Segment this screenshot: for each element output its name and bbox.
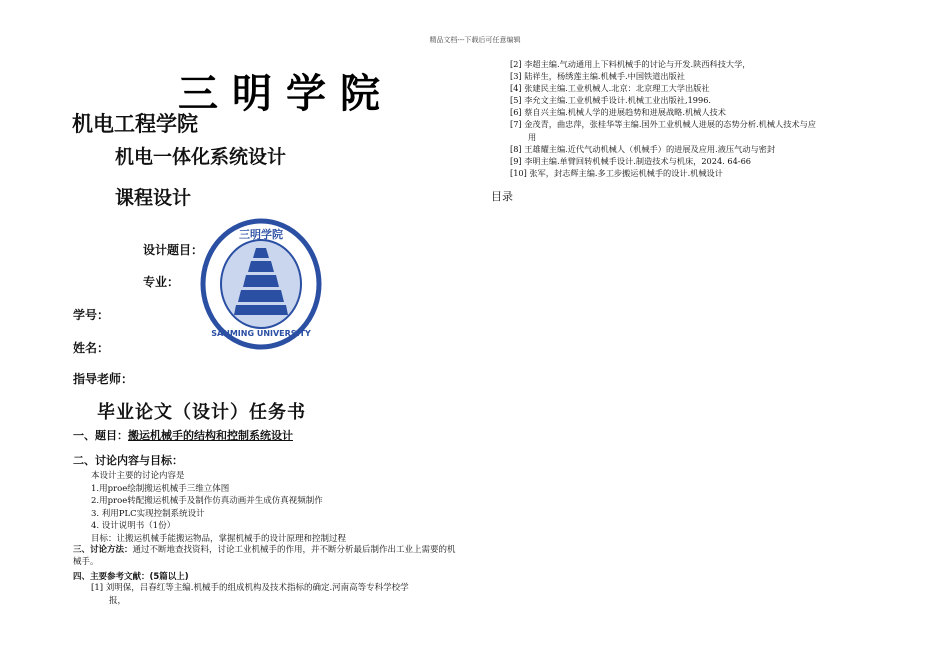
reference-item (91, 582, 461, 607)
section-topic (73, 427, 293, 443)
section-topic-value: 搬运机械手的结构和控制系统设计 (128, 429, 293, 442)
reference-item: [8] 王雄耀主编.近代气动机械人（机械手）的进展及应用.液压气动与密封 (510, 143, 776, 154)
section-topic-label: 一、题目： (73, 429, 128, 442)
content-line: 目标：让搬运机械手能搬运物品，掌握机械手的设计原理和控制过程 (91, 533, 347, 544)
reference-item: [2] 李超主编.气动通用上下料机械手的讨论与开发.陕西科技大学， (510, 59, 751, 69)
student-id-label: 学号： (73, 308, 110, 322)
major-label: 专业： (143, 275, 180, 289)
university-logo-text: 三明学院 (178, 70, 394, 117)
content-line: 2.用proe转配搬运机械手及制作仿真动画并生成仿真视频制作 (91, 496, 323, 507)
section-method-label: 三、讨论方法： (73, 545, 133, 555)
content-line: 4. 设计说明书（1份） (91, 521, 176, 532)
reference-line: [1] 刘明保，吕春红等主编.机械手的组成机构及技术指标的确定.河南高等专科学校学 (91, 583, 409, 593)
reference-item: [9] 李明主编.单臂回转机械手设计.制造技术与机床，2024. 64-66 (510, 155, 751, 166)
header-note: 精品文档---下载后可任意编辑 (429, 36, 521, 44)
reference-item: [4] 张建民主编.工业机械人.北京：北京理工大学出版社 (510, 83, 710, 94)
emblem-top-text: 三明学院 (239, 228, 283, 241)
reference-line-cont: 报， (109, 595, 127, 606)
emblem-bottom-text: SANMING UNIVERSITY (211, 329, 311, 338)
school-name: 机电工程学院 (72, 112, 198, 136)
course-title: 机电一体化系统设计 (115, 146, 287, 168)
content-line: 3. 利用PLC实现控制系统设计 (91, 508, 205, 519)
name-label: 姓名： (73, 341, 110, 355)
advisor-label: 指导老师： (73, 372, 134, 386)
content-list (91, 470, 346, 546)
reference-item: [7] 金茂青，曲忠萍，张桂华等主编.国外工业机械人进展的态势分析.机械人技术与应 (510, 119, 816, 130)
reference-list (510, 58, 880, 179)
section-content-heading: 二、讨论内容与目标： (73, 454, 183, 467)
topic-label: 设计题目： (143, 243, 204, 257)
content-line: 本设计主要的讨论内容是 (91, 471, 185, 481)
reference-item: [3] 陆祥生，杨绣莲主编.机械手.中国铁道出版社 (510, 71, 685, 82)
reference-item: [5] 李允文主编.工业机械手设计.机械工业出版社,1996. (510, 95, 712, 106)
reference-item: [10] 张军，封志辉主编.多工步搬运机械手的设计.机械设计 (510, 167, 723, 178)
reference-item-cont: 用 (528, 131, 537, 142)
reference-item: [6] 蔡自兴主编.机械人学的进展趋势和进展战略.机械人技术 (510, 107, 726, 118)
course-subtitle: 课程设计 (115, 187, 192, 209)
toc-heading: 目录 (491, 190, 513, 203)
content-line: 1.用proe绘制搬运机械手三维立体图 (91, 483, 230, 494)
section-method (73, 544, 463, 568)
section-references-heading: 四、主要参考文献：(5篇以上) (73, 572, 189, 582)
section-method-text: 通过不断地查找资料，讨论工业机械手的作用，并不断分析最后制作出工业上需要的机械手。 (73, 545, 456, 567)
university-emblem-icon (200, 218, 322, 350)
task-book-title: 毕业论文（设计）任务书 (97, 402, 306, 423)
